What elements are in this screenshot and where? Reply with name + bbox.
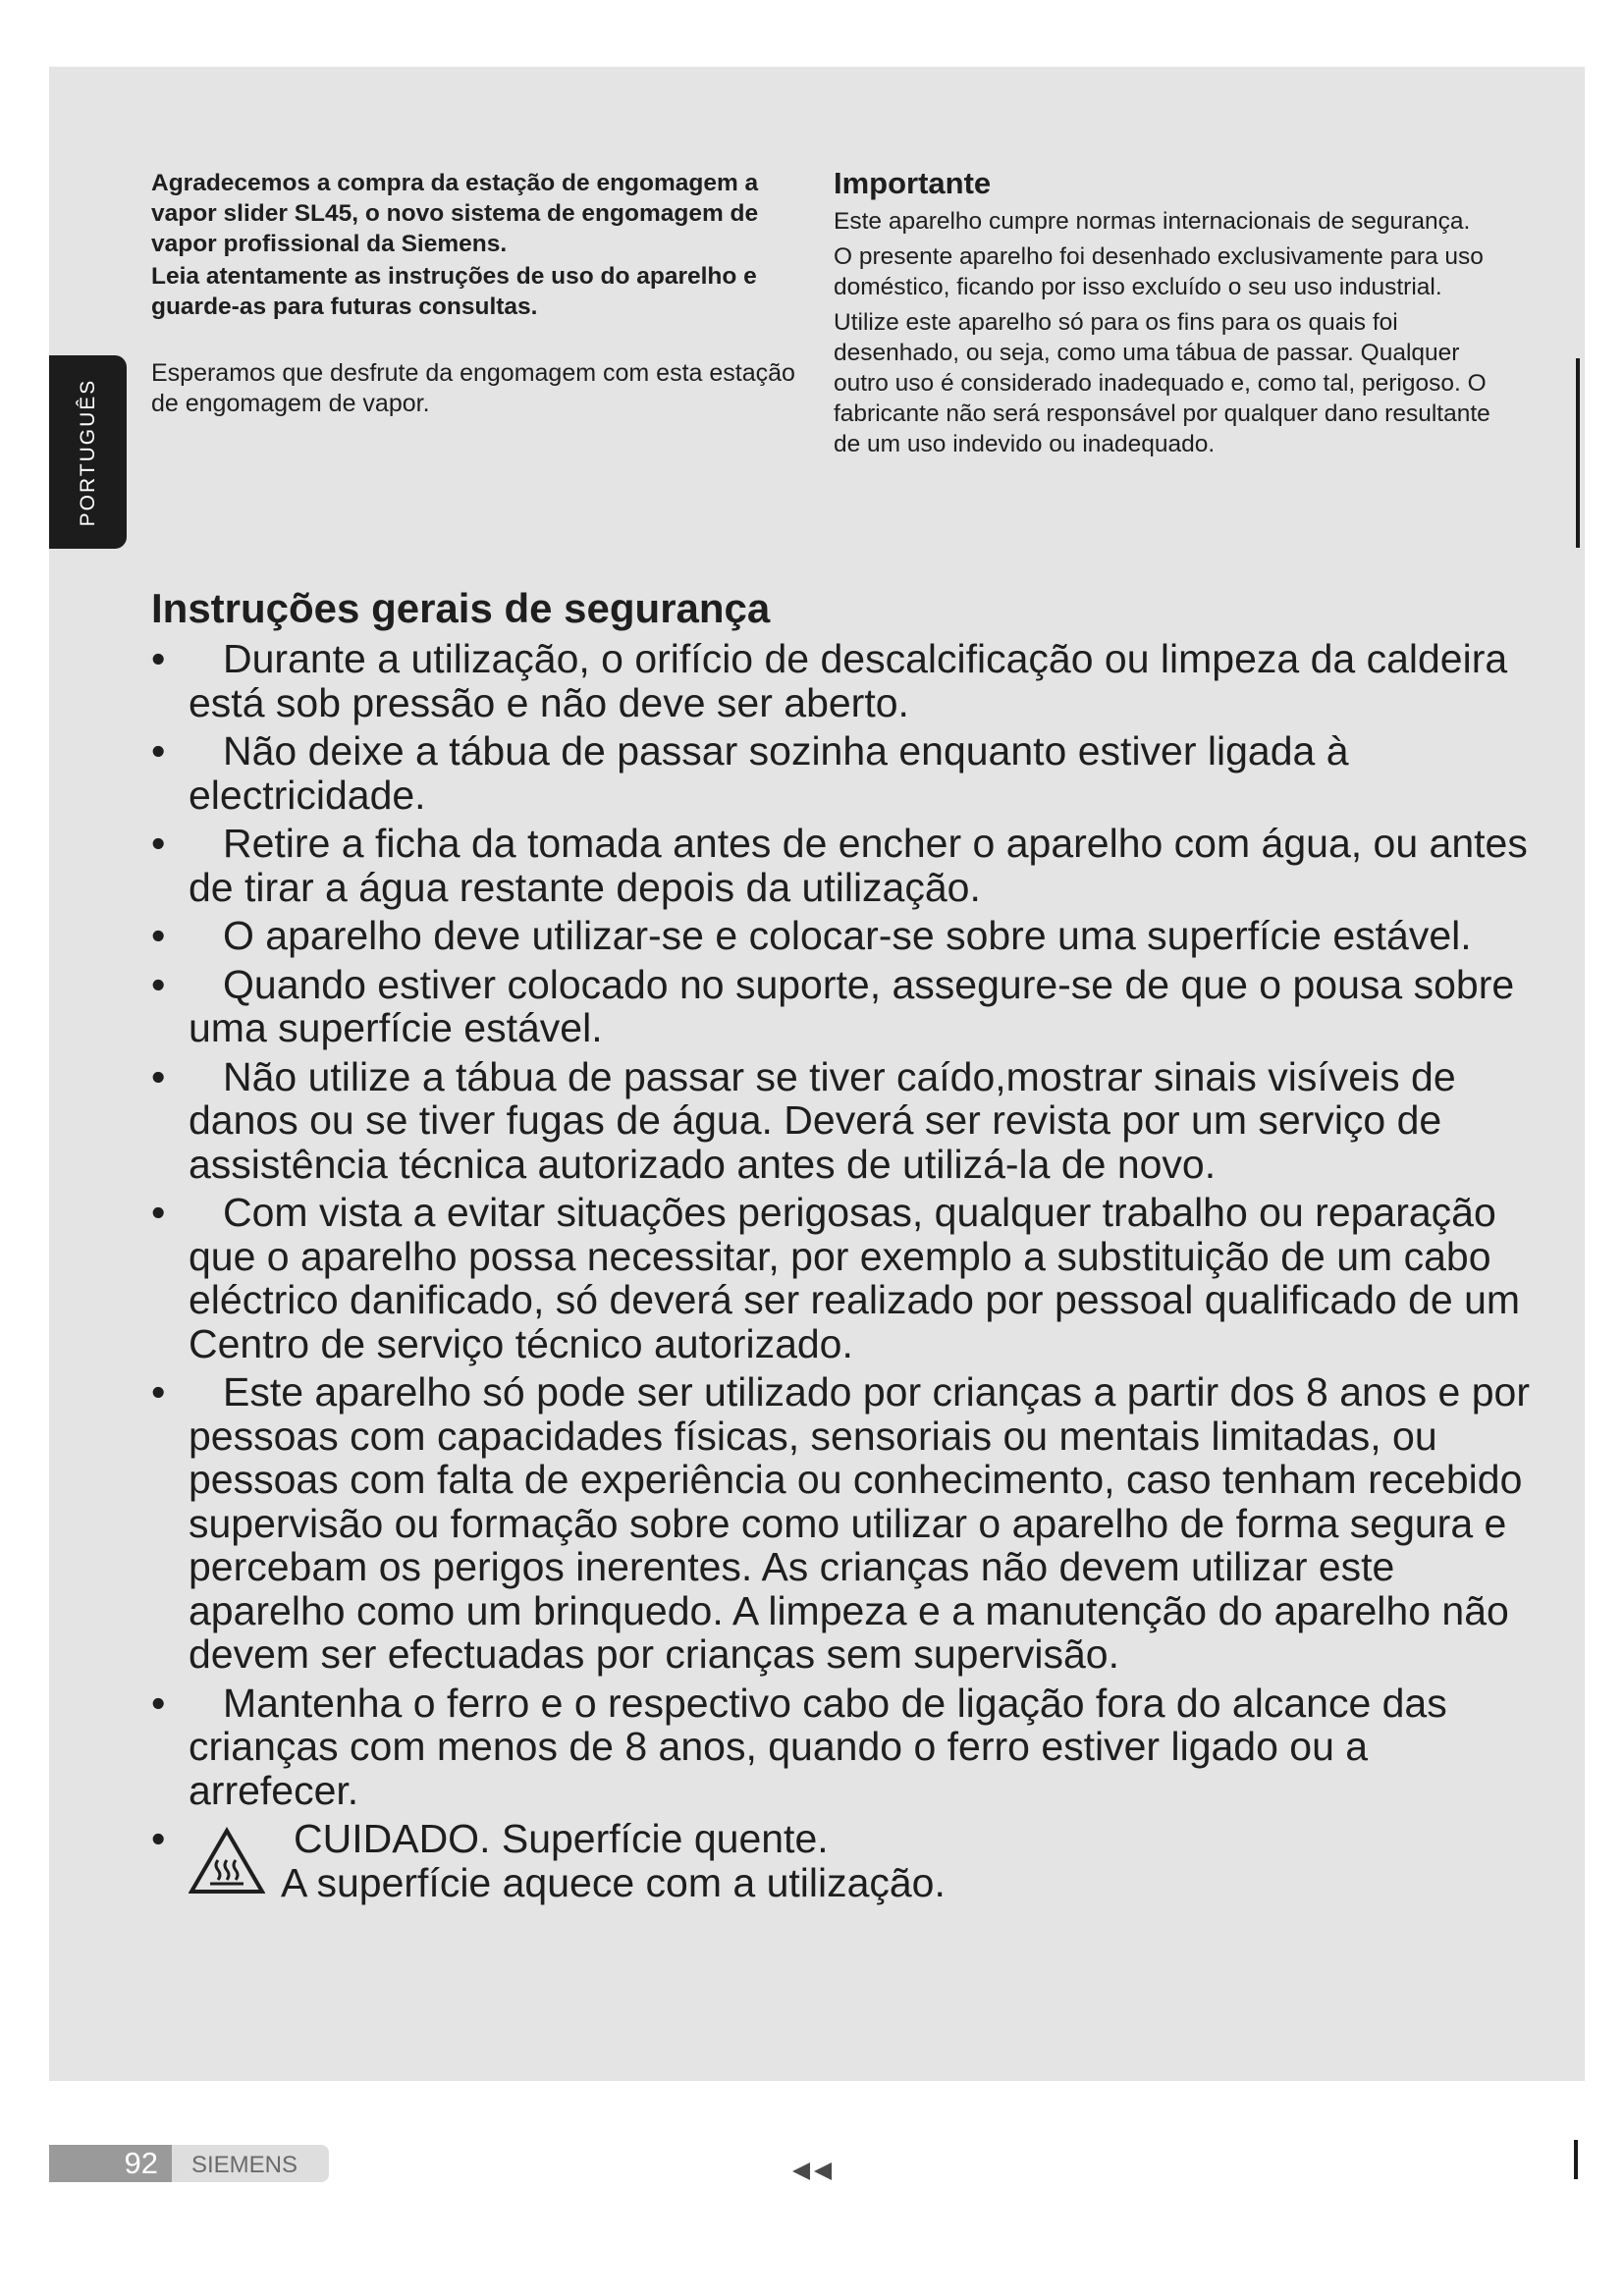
safety-item <box>151 1370 1545 1677</box>
bullet: • <box>151 1190 166 1235</box>
safety-item <box>151 1682 1545 1813</box>
safety-item-text: Com vista a evitar situações perigosas, qualquer trabalho ou reparação que o aparelho possa necessitar, por exemplo a substituição de um cabo eléctrico danificado, só deverá ser realizado por pessoal qualificado de um Centro de serviço técnico autorizado. <box>189 1190 1521 1366</box>
bullet: • <box>151 728 166 774</box>
safety-item <box>151 1055 1545 1187</box>
safety-item <box>151 1191 1545 1365</box>
important-block <box>834 165 1511 464</box>
important-paragraph: Utilize este aparelho só para os fins para os quais foi desenhado, ou seja, como uma tábua de passar. Qualquer outro uso é considerado inadequado e, como tal, perigoso. O fabricante não será responsável por qualquer dano resultante de um uso indevido ou inadequado. <box>834 309 1490 457</box>
important-paragraph: Este aparelho cumpre normas internacionais de segurança. <box>834 208 1471 235</box>
language-tab-label: PORTUGUÊS <box>76 378 99 526</box>
safety-item-text: O aparelho deve utilizar-se e colocar-se sobre uma superfície estável. <box>223 913 1472 958</box>
safety-section <box>151 583 1545 1907</box>
important-paragraph: O presente aparelho foi desenhado exclusivamente para uso doméstico, ficando por isso excluído o seu uso industrial. <box>834 243 1484 300</box>
intro-read-instructions: Leia atentamente as instruções de uso do aparelho e guarde-as para futuras consultas. <box>151 263 757 320</box>
side-marker-rule <box>1576 358 1580 548</box>
safety-item-text: Retire a ficha da tomada antes de encher o aparelho com água, ou antes de tirar a água restante depois da utilização. <box>189 821 1528 910</box>
safety-item-text: Quando estiver colocado no suporte, assegure-se de que o pousa sobre uma superfície estável. <box>189 961 1515 1050</box>
page-number: 92 <box>124 2146 158 2180</box>
safety-item-text: Durante a utilização, o orifício de descalcificação ou limpeza da caldeira está sob pressão e não deve ser aberto. <box>189 636 1508 725</box>
bullet: • <box>151 1680 166 1726</box>
important-title: Importante <box>834 166 992 200</box>
page-number-bar <box>49 2145 172 2182</box>
intro-block <box>151 168 799 419</box>
safety-item-text: Mantenha o ferro e o respectivo cabo de ligação fora do alcance das crianças com menos de 8 anos, quando o ferro estiver ligado ou a arrefecer. <box>189 1680 1447 1813</box>
footer-marker-rule <box>1574 2140 1578 2179</box>
bullet: • <box>151 1369 166 1415</box>
safety-item <box>151 729 1545 817</box>
safety-title: Instruções gerais de segurança <box>151 585 771 631</box>
safety-item-text: Este aparelho só pode ser utilizado por crianças a partir dos 8 anos e por pessoas com capacidades físicas, sensoriais ou mentais limitadas, ou pessoas com falta de experiência ou conhecimento, caso tenham recebido supervisão ou formação sobre como utilizar o aparelho de forma segura e percebam os perigos inerentes. As crianças não devem utilizar este aparelho como um brinquedo. A limpeza e a manutenção do aparelho não devem ser efectuadas por crianças sem supervisão. <box>189 1369 1530 1677</box>
intro-thanks: Agradecemos a compra da estação de engomagem a vapor slider SL45, o novo sistema de engomagem de vapor profissional da Siemens. <box>151 170 759 257</box>
bullet: • <box>151 1053 166 1099</box>
brand-name: SIEMENS <box>191 2152 298 2178</box>
bullet: • <box>151 913 166 958</box>
language-tab <box>49 355 127 549</box>
bullet: • <box>151 636 166 681</box>
safety-item <box>151 637 1545 724</box>
safety-item <box>151 822 1545 909</box>
bullet: • <box>151 821 166 866</box>
caution-item <box>151 1817 1545 1907</box>
brand-tab <box>172 2145 329 2182</box>
hot-surface-warning-icon <box>189 1827 265 1896</box>
caution-title: CUIDADO. Superfície quente. <box>294 1816 829 1861</box>
previous-page-arrows-icon[interactable] <box>792 2161 836 2182</box>
safety-item-text: Não utilize a tábua de passar se tiver caído,mostrar sinais visíveis de danos ou se tiver fugas de água. Deverá ser revista por um serviço de assistência técnica autorizado antes de utilizá-la de novo. <box>189 1053 1456 1187</box>
caution-description: A superfície aquece com a utilização. <box>281 1859 946 1905</box>
safety-item <box>151 963 1545 1050</box>
safety-item <box>151 914 1545 958</box>
bullet: • <box>151 1816 166 1861</box>
safety-list <box>151 637 1545 1812</box>
intro-enjoy: Esperamos que desfrute da engomagem com esta estação de engomagem de vapor. <box>151 359 795 417</box>
bullet: • <box>151 961 166 1007</box>
safety-item-text: Não deixe a tábua de passar sozinha enquanto estiver ligada à electricidade. <box>189 728 1349 818</box>
